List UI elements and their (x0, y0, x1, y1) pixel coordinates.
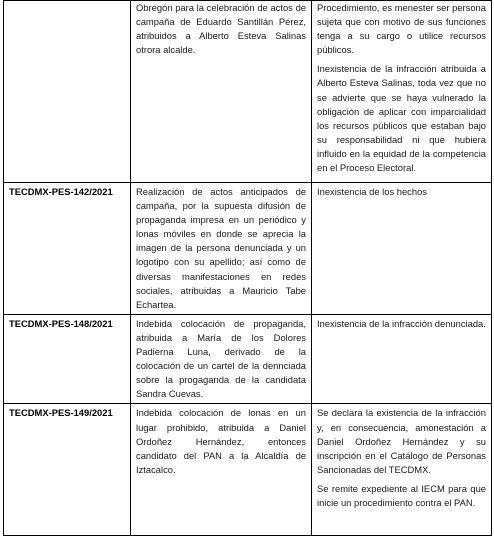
table-row (4, 1, 492, 183)
resolution-paragraph: Procedimiento, es menester ser persona sujeta que con motivo de sus funciones tenga a su cargo o utilice recursos públicos. (317, 2, 486, 56)
resolution-cell (312, 1, 492, 183)
table-row (4, 314, 492, 404)
resolution-paragraph: Se remite expediente al IECM para que inicie un procedimiento contra el PAN. (317, 482, 486, 508)
resolutions-table (3, 0, 492, 536)
conduct-cell: Indebida colocación de lonas en un lugar prohibido, atribuida a Daniel Ordoñez Hernández, entonces candidato del PAN a la Alcaldía de Iztacalco. (131, 404, 312, 536)
table-row (4, 404, 492, 536)
case-number-cell: TECDMX-PES-148/2021 (4, 314, 131, 404)
resolution-paragraph: Inexistencia de la infracción atribuida a Alberto Esteva Salinas, toda vez que no se advierte que se haya vulnerado la obligación de aplicar con imparcialidad los recursos públicos que estaban bajo su responsabilidad ni que hubiera influido en la equidad de la competencia en el Proceso Electoral. (317, 63, 486, 174)
case-number-cell: TECDMX-PES-142/2021 (4, 183, 131, 315)
table-row (4, 183, 492, 315)
case-number-cell (4, 1, 131, 183)
resolution-cell (312, 183, 492, 315)
conduct-cell: Obregón para la celebración de actos de campaña de Eduardo Santillán Pérez, atribuidos a Alberto Esteva Salinas otrora alcalde. (131, 1, 312, 183)
resolution-paragraph: Se declara la existencia de la infracción y, en consecuencia, amonestación a Daniel Ordoñez Hernández y su inscripción en el Catálogo de Personas Sancionadas del TECDMX. (317, 407, 486, 475)
resolution-cell (312, 404, 492, 536)
conduct-cell: Realización de actos anticipados de campaña, por la supuesta difusión de propaganda impresa en un periódico y lonas móviles en donde se aprecia la imagen de la persona denunciada y un logotipo con su apellido; así como de diversas manifestaciones en redes sociales, atribuidas a Mauricio Tabe Echartea. (131, 183, 312, 315)
case-number-cell: TECDMX-PES-149/2021 (4, 404, 131, 536)
resolution-paragraph: Inexistencia de la infracción denunciada. (317, 317, 486, 329)
conduct-cell: Indebida colocación de propaganda, atribuida a María de los Dolores Padierna Luna, derivado de la colocación de un cartel de la dennciada sobre la progaganda de la candidata Sandra Cuevas. (131, 314, 312, 404)
resolution-paragraph: Inexistencia de los hechos (317, 186, 427, 197)
resolution-cell (312, 314, 492, 404)
